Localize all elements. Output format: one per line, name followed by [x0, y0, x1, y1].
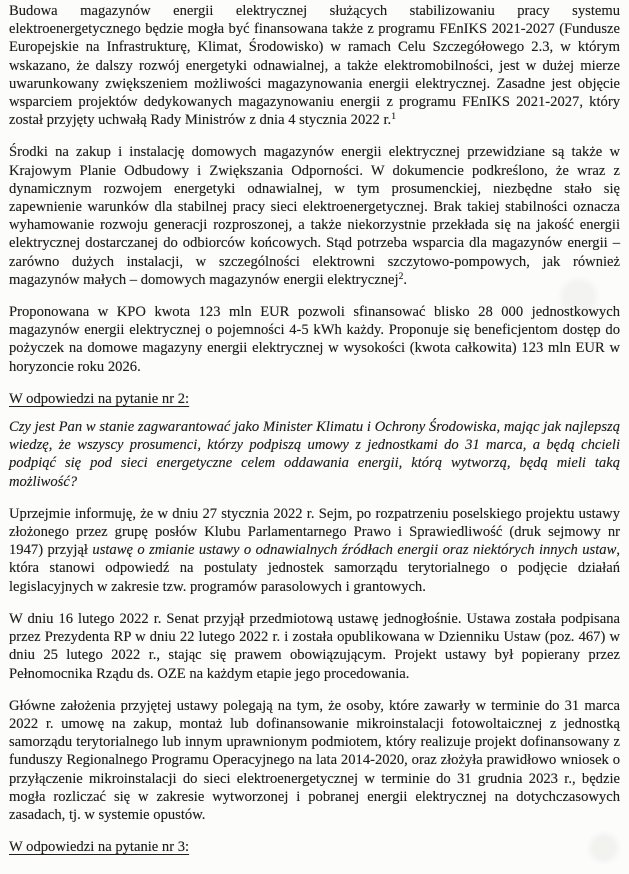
paragraph-text: Czy jest Pan w stanie zagwarantować jako Minister Klimatu i Ochrony Środowiska, mając jak najlepszą wiedzę, że wszyscy prosumenci, którzy podpiszą umowy z jednostkami do 31 marca, a będą chcieli podpiąć się pod sieci energetyczne celem oddawania energii, którą wytworzą, będą mieli taką możliwość? — [9, 419, 620, 490]
footnote-ref-2: 2 — [398, 271, 404, 282]
paragraph-text: Uprzejmie informuję, że w dniu 27 stycznia 2022 r. Sejm, po rozpatrzeniu poselskiego projektu ustawy złożonego przez grupę posłów Klubu Parlamentarnego Prawo i Sprawiedliwość (druk sejmowy nr 1947) przyjął — [9, 505, 620, 559]
paragraph-text: Proponowana w KPO kwota 123 mln EUR pozwoli sfinansować blisko 28 000 jednostkowych magazynów energii elektrycznej o pojemności 4-5 kWh każdy. Proponuje się beneficjentom dostęp do pożyczek na domowe magazyny energii elektrycznej w wysokości (kwota całkowita) 123 mln EUR w horyzoncie roku 2026. — [9, 304, 620, 375]
paragraph-feniks-funding — [9, 2, 620, 129]
paragraph-act-main-provisions — [9, 697, 620, 824]
heading-answer-question-2 — [9, 390, 620, 408]
paragraph-text: W dniu 16 lutego 2022 r. Senat przyjął przedmiotową ustawę jednogłośnie. Ustawa została podpisana przez Prezydenta RP w dniu 22 lutego 2022 r. i została opublikowana w Dzienniku Ustaw (poz. 467) w dniu 25 lutego 2022 r., stając się prawem obowiązującym. Projekt ustawy był popierany przez Pełnomocnika Rządu ds. OZE na każdym etapie jego procedowania. — [9, 610, 620, 682]
paragraph-text: Główne założenia przyjętej ustawy polegają na tym, że osoby, które zawarły w terminie do 31 marca 2022 r. umowę na zakup, montaż lub dofinansowanie mikroinstalacji fotowoltaicznej z jednostką samorządu terytorialnego lub innym uprawnionym podmiotem, który realizuje projekt dofinansowany z funduszy Regionalnego Programu Operacyjnego na lata 2014-2020, oraz złożyła prawidłowo wniosek o przyłączenie mikroinstalacji do sieci elektroenergetycznej w terminie do 31 grudnia 2023 r., będzie mogła rozliczać się w zakresie wytworzonej i pobranej energii elektrycznej na dotychczasowych zasadach, tj. w systemie opustów. — [9, 697, 620, 823]
paragraph-kpo-storage — [9, 143, 620, 289]
footnote-ref-1: 1 — [391, 112, 396, 123]
paragraph-text: Budowa magazynów energii elektrycznej służących stabilizowaniu pracy systemu elektroenergetycznego będzie mogła być finansowana także z programu FEnIKS 2021-2027 (Fundusze Europejskie na Infrastrukturę, Klimat, Środowisko) w ramach Celu Szczegółowego 2.3, w którym wskazano, że dalszy rozwój energetyki odnawialnej, a także elektromobilności, jest w dużej mierze uwarunkowany zwiększeniem możliwości magazynowania energii elektrycznej. Zasadne jest objęcie wsparciem projektów dedykowanych magazynowaniu energii z programu FEnIKS 2021-2027, który został przyjęty uchwałą Rady Ministrów z dnia 4 stycznia 2022 r. — [9, 3, 620, 129]
paragraph-text: Środki na zakup i instalację domowych magazynów energii elektrycznej przewidziane są także w Krajowym Planie Odbudowy i Zwiększania Odporności. W dokumencie podkreślono, że wraz z dynamicznym rozwojem energetyki odnawialnej, w tym prosumenckiej, niezbędne stało się zapewnienie warunków dla stabilnej pracy sieci elektroenergetycznej. Brak takiej stabilności oznacza wyhamowanie rozwoju generacji rozproszonej, a także niekorzystnie przekłada się na jakość energii elektrycznej dostarczanej do odbiorców końcowych. Stąd potrzeba wsparcia dla magazynów energii – zarówno dużych instalacji, w szczególności elektrowni szczytowo-pompowych, jak również magazynów małych – domowych magazynów energii elektrycznej — [9, 144, 620, 288]
paragraph-question-2-quote — [9, 418, 620, 491]
heading-text: W odpowiedzi na pytanie nr 3: — [9, 839, 190, 856]
paragraph-text: , która stanowi odpowiedź na postulaty jednostek samorządu terytorialnego o podjęcie działań legislacyjnych w zakresie tzw. programów parasolowych i grantowych. — [9, 542, 620, 595]
heading-text: W odpowiedzi na pytanie nr 2: — [9, 390, 190, 407]
paragraph-text: . — [403, 271, 407, 288]
act-title-italic: ustawę o zmianie ustawy o odnawialnych źródłach energii oraz niektórych innych ustaw — [92, 542, 617, 559]
paragraph-senat-signing — [9, 610, 620, 683]
paragraph-sejm-act — [9, 505, 620, 596]
heading-answer-question-3 — [9, 838, 620, 856]
paragraph-kpo-amount — [9, 303, 620, 376]
